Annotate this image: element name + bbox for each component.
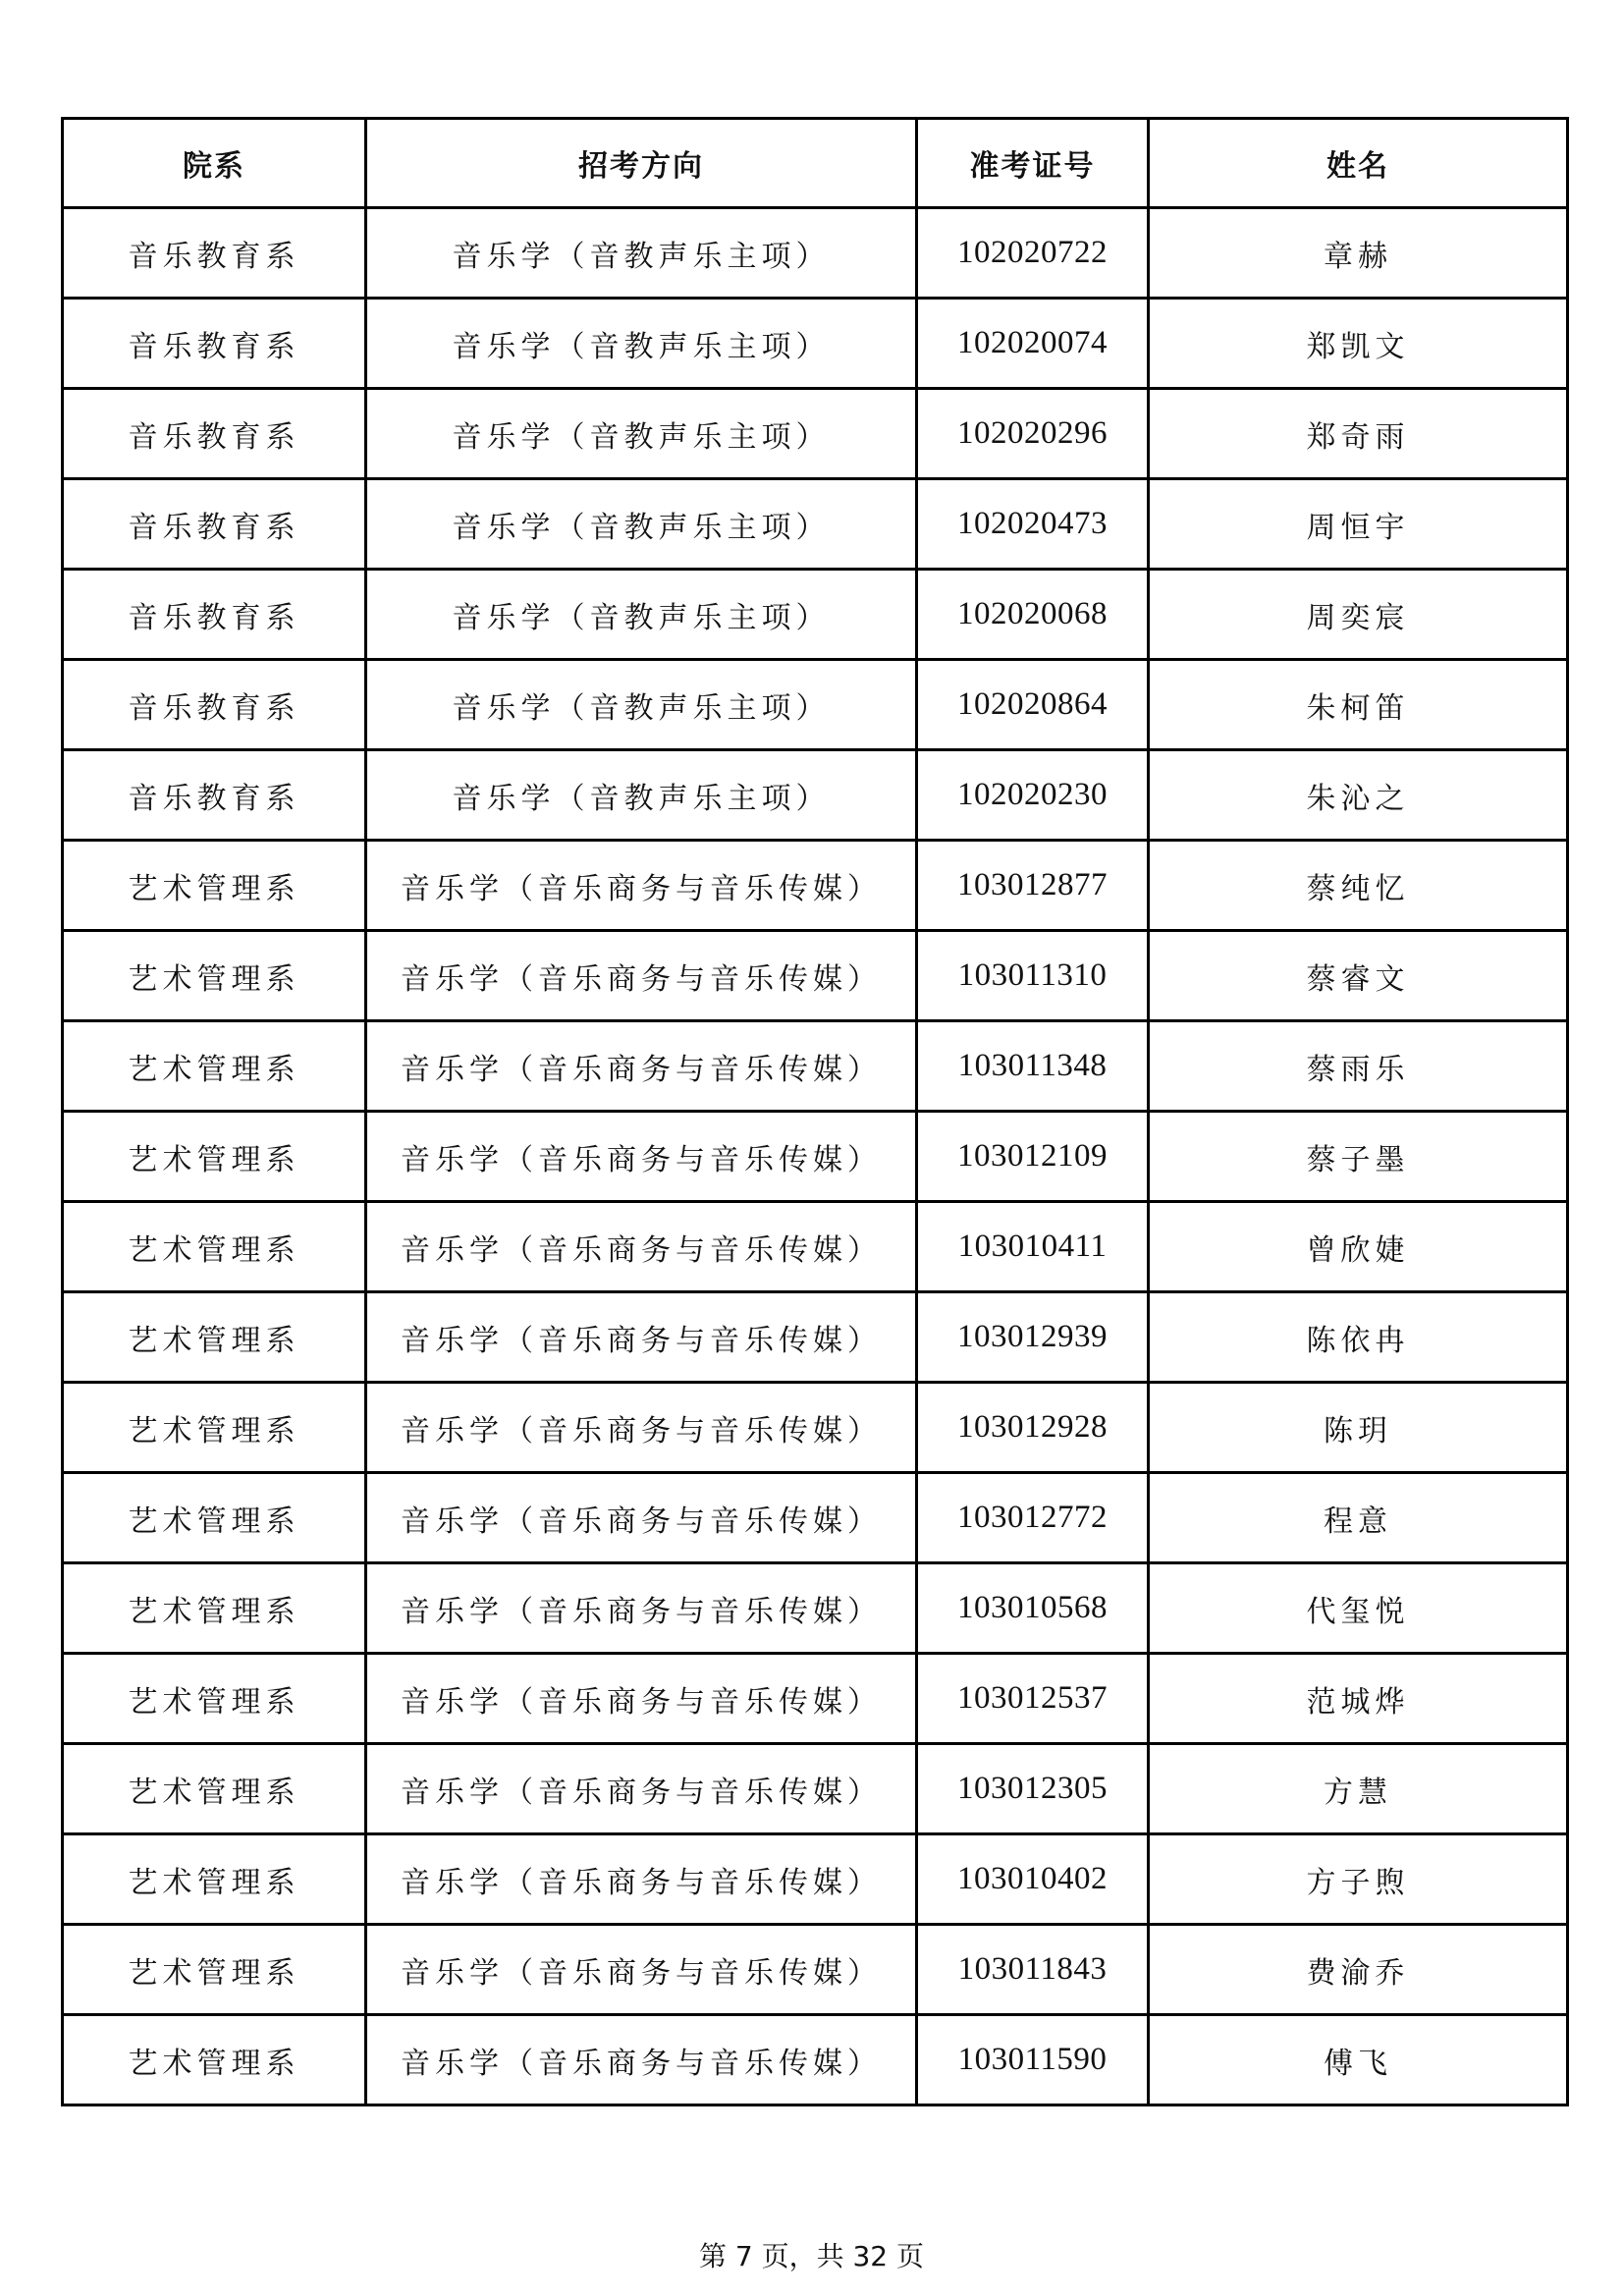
cell-name: 郑凯文 — [1149, 299, 1568, 389]
cell-exam-number: 103011348 — [917, 1021, 1149, 1112]
cell-name: 陈玥 — [1149, 1383, 1568, 1473]
cell-department: 艺术管理系 — [63, 1744, 366, 1834]
cell-department: 艺术管理系 — [63, 1112, 366, 1202]
table-row — [63, 1473, 1568, 1563]
cell-department: 艺术管理系 — [63, 841, 366, 931]
cell-exam-number: 103010568 — [917, 1563, 1149, 1654]
cell-exam-number: 103010402 — [917, 1834, 1149, 1925]
cell-exam-number: 103012939 — [917, 1292, 1149, 1383]
cell-name: 周奕宸 — [1149, 570, 1568, 660]
header-exam-number: 准考证号 — [917, 119, 1149, 208]
cell-department: 艺术管理系 — [63, 1202, 366, 1292]
admission-roster-table — [61, 117, 1569, 2106]
cell-name: 曾欣婕 — [1149, 1202, 1568, 1292]
cell-direction: 音乐学（音乐商务与音乐传媒） — [366, 1292, 917, 1383]
cell-direction: 音乐学（音乐商务与音乐传媒） — [366, 1744, 917, 1834]
cell-department: 艺术管理系 — [63, 2015, 366, 2105]
table-row — [63, 1292, 1568, 1383]
table-row — [63, 479, 1568, 570]
cell-name: 郑奇雨 — [1149, 389, 1568, 479]
cell-department: 艺术管理系 — [63, 1292, 366, 1383]
cell-department: 音乐教育系 — [63, 208, 366, 299]
page-number: 第 7 页，共 32 页 — [698, 2240, 925, 2272]
cell-direction: 音乐学（音乐商务与音乐传媒） — [366, 1654, 917, 1744]
cell-name: 朱沁之 — [1149, 750, 1568, 841]
cell-name: 蔡纯忆 — [1149, 841, 1568, 931]
cell-exam-number: 102020068 — [917, 570, 1149, 660]
header-department: 院系 — [63, 119, 366, 208]
cell-name: 傅飞 — [1149, 2015, 1568, 2105]
table-row — [63, 931, 1568, 1021]
cell-exam-number: 103011843 — [917, 1925, 1149, 2015]
table-row — [63, 299, 1568, 389]
cell-exam-number: 103012537 — [917, 1654, 1149, 1744]
cell-direction: 音乐学（音乐商务与音乐传媒） — [366, 1473, 917, 1563]
cell-exam-number: 102020296 — [917, 389, 1149, 479]
cell-direction: 音乐学（音乐商务与音乐传媒） — [366, 2015, 917, 2105]
table-row — [63, 1834, 1568, 1925]
cell-direction: 音乐学（音乐商务与音乐传媒） — [366, 1925, 917, 2015]
cell-direction: 音乐学（音教声乐主项） — [366, 570, 917, 660]
cell-direction: 音乐学（音教声乐主项） — [366, 479, 917, 570]
cell-department: 艺术管理系 — [63, 1473, 366, 1563]
cell-department: 艺术管理系 — [63, 1563, 366, 1654]
cell-exam-number: 103012109 — [917, 1112, 1149, 1202]
cell-direction: 音乐学（音乐商务与音乐传媒） — [366, 841, 917, 931]
table-row — [63, 750, 1568, 841]
table-row — [63, 1654, 1568, 1744]
table-row — [63, 570, 1568, 660]
cell-department: 音乐教育系 — [63, 389, 366, 479]
cell-department: 音乐教育系 — [63, 299, 366, 389]
cell-name: 方子煦 — [1149, 1834, 1568, 1925]
cell-direction: 音乐学（音乐商务与音乐传媒） — [366, 1383, 917, 1473]
cell-exam-number: 103011310 — [917, 931, 1149, 1021]
cell-direction: 音乐学（音乐商务与音乐传媒） — [366, 1563, 917, 1654]
cell-department: 音乐教育系 — [63, 570, 366, 660]
table-row — [63, 1202, 1568, 1292]
cell-name: 程意 — [1149, 1473, 1568, 1563]
cell-name: 陈依冉 — [1149, 1292, 1568, 1383]
cell-direction: 音乐学（音乐商务与音乐传媒） — [366, 1202, 917, 1292]
cell-direction: 音乐学（音乐商务与音乐传媒） — [366, 931, 917, 1021]
cell-department: 音乐教育系 — [63, 660, 366, 750]
cell-name: 周恒宇 — [1149, 479, 1568, 570]
table-row — [63, 660, 1568, 750]
cell-department: 艺术管理系 — [63, 1654, 366, 1744]
cell-department: 艺术管理系 — [63, 1834, 366, 1925]
cell-exam-number: 102020722 — [917, 208, 1149, 299]
cell-direction: 音乐学（音教声乐主项） — [366, 750, 917, 841]
cell-direction: 音乐学（音教声乐主项） — [366, 208, 917, 299]
cell-direction: 音乐学（音教声乐主项） — [366, 389, 917, 479]
cell-direction: 音乐学（音乐商务与音乐传媒） — [366, 1021, 917, 1112]
table-row — [63, 208, 1568, 299]
cell-department: 艺术管理系 — [63, 1383, 366, 1473]
cell-department: 音乐教育系 — [63, 750, 366, 841]
cell-name: 费渝乔 — [1149, 1925, 1568, 2015]
cell-exam-number: 102020230 — [917, 750, 1149, 841]
table-row — [63, 1383, 1568, 1473]
table-row — [63, 1744, 1568, 1834]
cell-direction: 音乐学（音教声乐主项） — [366, 299, 917, 389]
cell-name: 章赫 — [1149, 208, 1568, 299]
cell-exam-number: 103012877 — [917, 841, 1149, 931]
table-row — [63, 1021, 1568, 1112]
cell-exam-number: 102020473 — [917, 479, 1149, 570]
cell-exam-number: 103012928 — [917, 1383, 1149, 1473]
table-row — [63, 1563, 1568, 1654]
header-name: 姓名 — [1149, 119, 1568, 208]
cell-direction: 音乐学（音乐商务与音乐传媒） — [366, 1112, 917, 1202]
cell-department: 音乐教育系 — [63, 479, 366, 570]
table-row — [63, 389, 1568, 479]
table-row — [63, 2015, 1568, 2105]
cell-department: 艺术管理系 — [63, 1925, 366, 2015]
cell-name: 朱柯笛 — [1149, 660, 1568, 750]
cell-department: 艺术管理系 — [63, 931, 366, 1021]
cell-name: 蔡子墨 — [1149, 1112, 1568, 1202]
cell-department: 艺术管理系 — [63, 1021, 366, 1112]
cell-exam-number: 102020864 — [917, 660, 1149, 750]
header-direction: 招考方向 — [366, 119, 917, 208]
cell-name: 蔡雨乐 — [1149, 1021, 1568, 1112]
cell-exam-number: 103012772 — [917, 1473, 1149, 1563]
cell-direction: 音乐学（音教声乐主项） — [366, 660, 917, 750]
header-row — [63, 119, 1568, 208]
table-row — [63, 1112, 1568, 1202]
table-row — [63, 1925, 1568, 2015]
table-body — [63, 208, 1568, 2105]
cell-exam-number: 103010411 — [917, 1202, 1149, 1292]
cell-exam-number: 103011590 — [917, 2015, 1149, 2105]
cell-exam-number: 103012305 — [917, 1744, 1149, 1834]
cell-exam-number: 102020074 — [917, 299, 1149, 389]
table-header — [63, 119, 1568, 208]
cell-name: 代玺悦 — [1149, 1563, 1568, 1654]
cell-direction: 音乐学（音乐商务与音乐传媒） — [366, 1834, 917, 1925]
cell-name: 蔡睿文 — [1149, 931, 1568, 1021]
cell-name: 方慧 — [1149, 1744, 1568, 1834]
table-row — [63, 841, 1568, 931]
cell-name: 范城烨 — [1149, 1654, 1568, 1744]
